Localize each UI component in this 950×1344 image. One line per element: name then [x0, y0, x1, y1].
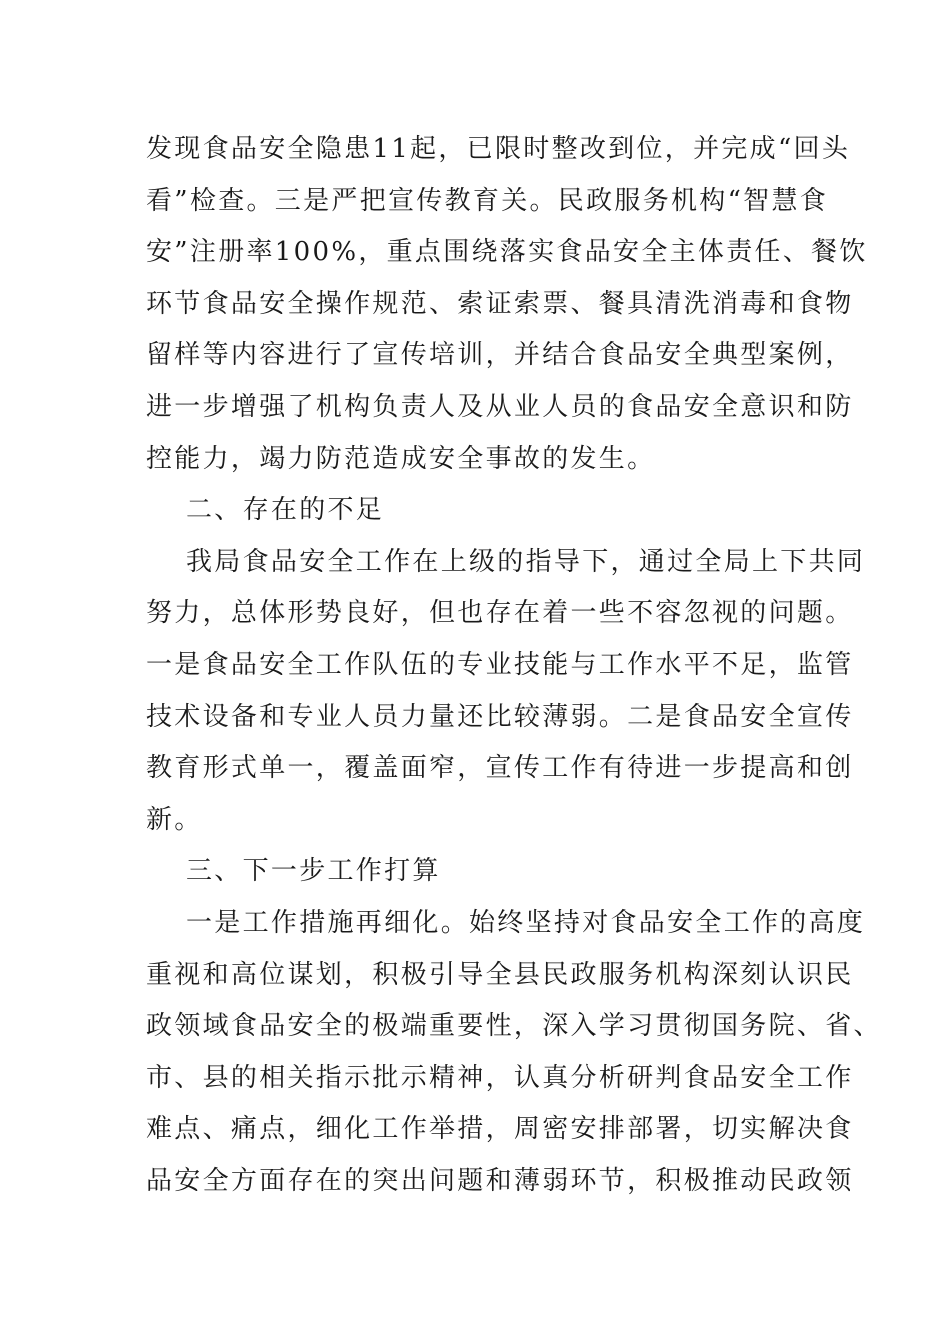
- text-line: 技术设备和专业人员力量还比较薄弱。二是食品安全宣传: [146, 701, 854, 732]
- text-line: 重视和高位谋划，积极引导全县民政服务机构深刻认识民: [146, 959, 854, 990]
- text-line: 控能力，竭力防范造成安全事故的发生。: [146, 443, 656, 474]
- text-line: 安”注册率100%，重点围绕落实食品安全主体责任、餐饮: [146, 237, 868, 268]
- text-line: 教育形式单一，覆盖面窄，宣传工作有待进一步提高和创: [146, 753, 854, 784]
- section3-heading: 三、下一步工作打算: [186, 856, 441, 887]
- text-line: 政领域食品安全的极端重要性，深入学习贯彻国务院、省、: [146, 1011, 882, 1042]
- text-line: 努力，总体形势良好，但也存在着一些不容忽视的问题。: [146, 598, 854, 629]
- text-line: 一是工作措施再细化。始终坚持对食品安全工作的高度: [186, 907, 866, 938]
- section3-paragraph: [146, 898, 882, 1208]
- text-line: 市、县的相关指示批示精神，认真分析研判食品安全工作: [146, 1062, 854, 1093]
- document-body: [146, 124, 882, 1207]
- section2-paragraph: [146, 537, 866, 847]
- text-line: 进一步增强了机构负责人及从业人员的食品安全意识和防: [146, 391, 854, 422]
- text-line: 环节食品安全操作规范、索证索票、餐具清洗消毒和食物: [146, 288, 854, 319]
- text-line: 新。: [146, 804, 203, 835]
- section2-heading: 二、存在的不足: [186, 495, 385, 526]
- section1-paragraph-tail: [146, 124, 868, 485]
- text-line: 品安全方面存在的突出问题和薄弱环节，积极推动民政领: [146, 1165, 854, 1196]
- text-line: 发现食品安全隐患11起，已限时整改到位，并完成“回头: [146, 134, 851, 164]
- text-line: 看”检查。三是严把宣传教育关。民政服务机构“智慧食: [146, 185, 829, 216]
- text-line: 难点、痛点，细化工作举措，周密安排部署，切实解决食: [146, 1114, 854, 1145]
- text-line: 一是食品安全工作队伍的专业技能与工作水平不足，监管: [146, 649, 854, 680]
- text-line: 我局食品安全工作在上级的指导下，通过全局上下共同: [186, 546, 866, 577]
- text-line: 留样等内容进行了宣传培训，并结合食品安全典型案例，: [146, 340, 854, 371]
